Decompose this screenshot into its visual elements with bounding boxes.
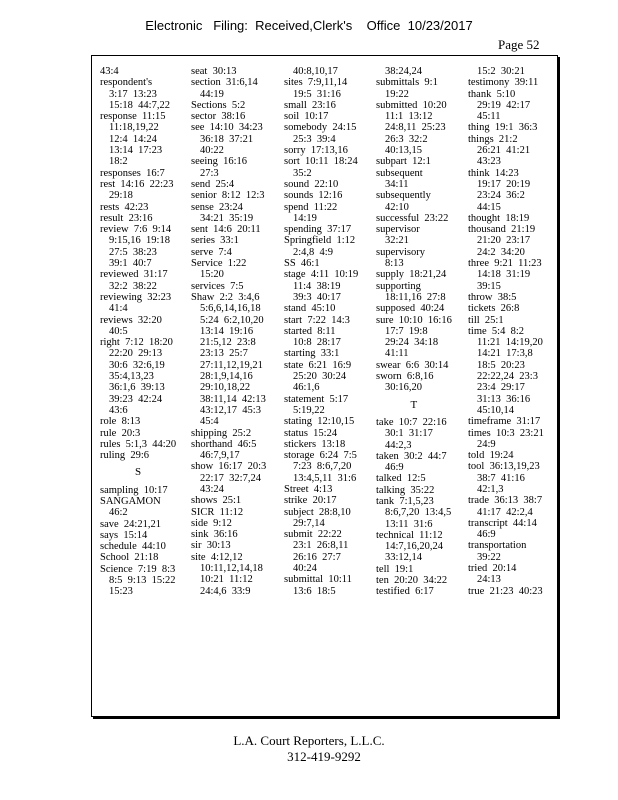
index-entry-continuation: 13:4,5,11 31:6	[293, 472, 357, 484]
index-entry-continuation: 41:17 42:2,4	[477, 506, 533, 518]
index-entry: times 10:3 23:21	[468, 427, 544, 439]
index-entry: sink 36:16	[191, 529, 238, 541]
index-entry: statement 5:17	[284, 393, 349, 405]
index-entry: says 15:14	[100, 529, 148, 541]
index-entry: tried 20:14	[468, 563, 517, 575]
index-entry: thought 18:19	[468, 212, 530, 224]
index-entry: seeing 16:16	[191, 156, 247, 168]
index-entry-continuation: 44:19	[200, 88, 224, 100]
index-entry: SS 46:1	[284, 258, 320, 270]
index-entry-continuation: 44:15	[477, 201, 501, 213]
index-entry: services 7:5	[191, 280, 244, 292]
index-entry: tool 36:13,19,23	[468, 461, 540, 473]
index-entry-continuation: 15:23	[109, 586, 133, 598]
index-entry: throw 38:5	[468, 291, 517, 303]
index-entry: sense 23:24	[191, 201, 243, 213]
index-entry: stating 12:10,15	[284, 416, 355, 428]
index-entry: sound 22:10	[284, 178, 339, 190]
index-entry: schedule 44:10	[100, 541, 166, 553]
index-entry: Springfield 1:12	[284, 235, 356, 247]
index-section-letter: S	[135, 466, 142, 479]
index-entry-continuation: 38:7 41:16	[477, 472, 525, 484]
index-entry: storage 6:24 7:5	[284, 450, 357, 462]
index-entry: School 21:18	[100, 552, 159, 564]
index-entry-continuation: 13:14 17:23	[109, 145, 163, 157]
index-entry: sounds 12:16	[284, 190, 343, 202]
index-entry-continuation: 27:5 38:23	[109, 246, 157, 258]
index-entry: sworn 6:8,16	[376, 371, 434, 383]
index-entry-continuation: 15:20	[200, 269, 224, 281]
index-entry-continuation: 2:4,8 4:9	[293, 246, 333, 258]
index-entry-continuation: 13:11 31:6	[385, 518, 433, 530]
index-entry-continuation: 46:1,6	[293, 382, 320, 394]
index-entry: somebody 24:15	[284, 122, 357, 134]
index-column-4	[376, 66, 452, 598]
index-entry-continuation: 22:17 32:7,24	[200, 472, 261, 484]
index-entry: submittals 9:1	[376, 77, 438, 89]
index-entry-continuation: 35:4,13,23	[109, 371, 154, 383]
index-frame	[91, 55, 558, 717]
index-entry-continuation: 36:18 37:21	[200, 133, 254, 145]
index-entry-continuation: 44:2,3	[385, 439, 412, 451]
reporter-name: L.A. Court Reporters, L.L.C.	[233, 733, 385, 748]
index-entry-continuation: 40:13,15	[385, 145, 423, 157]
index-entry-continuation: 10:11,12,14,18	[200, 563, 263, 575]
index-entry-continuation: 46:9	[385, 462, 404, 474]
index-entry: ruling 29:6	[100, 450, 149, 462]
index-entry: supporting	[376, 280, 421, 292]
index-entry-continuation: 31:13 36:16	[477, 393, 531, 405]
index-entry: transcript 44:14	[468, 517, 537, 529]
index-entry-continuation: 29:18	[109, 190, 133, 202]
index-entry: SANGAMON	[100, 495, 161, 507]
index-entry-continuation: 11:18,19,22	[109, 122, 159, 134]
index-entry: supervisor	[376, 224, 420, 236]
index-entry: site 4:12,12	[191, 551, 243, 563]
index-entry: Street 4:13	[284, 483, 333, 495]
index-entry-continuation: 24:13	[477, 574, 501, 586]
index-entry-continuation: 38:11,14 42:13	[200, 393, 266, 405]
index-entry-continuation: 34:11	[385, 178, 409, 190]
index-entry-continuation: 23:13 25:7	[200, 348, 248, 360]
index-entry: sites 7:9,11,14	[284, 77, 348, 89]
index-entry: rules 5:1,3 44:20	[100, 438, 177, 450]
index-entry-continuation: 29:19 42:17	[477, 99, 531, 111]
index-entry-continuation: 26:16 27:7	[293, 551, 341, 563]
index-entry: seat 30:13	[191, 66, 237, 77]
index-entry-continuation: 11:4 38:19	[293, 280, 341, 292]
index-column-1	[100, 66, 176, 598]
index-entry-continuation: 8:13	[385, 258, 404, 270]
index-entry-continuation: 26:21 41:21	[477, 145, 531, 157]
index-entry: show 16:17 20:3	[191, 461, 267, 473]
index-entry-continuation: 5:19,22	[293, 404, 325, 416]
index-entry-continuation: 27:11,12,19,21	[200, 359, 263, 371]
index-entry-continuation: 22:22,24 23:3	[477, 371, 538, 383]
index-entry-continuation: 41:11	[385, 348, 409, 360]
index-entry-continuation: 19:22	[385, 88, 409, 100]
index-entry: tell 19:1	[376, 563, 414, 575]
index-entry: testimony 39:11	[468, 77, 539, 89]
index-entry: thank 5:10	[468, 88, 516, 100]
index-entry-continuation: 29:10,18,22	[200, 382, 251, 394]
index-entry-continuation: 24:9	[477, 438, 496, 450]
index-entry-continuation: 15:18 44:7,22	[109, 99, 170, 111]
index-entry: talking 35:22	[376, 484, 435, 496]
index-entry: shipping 25:2	[191, 427, 252, 439]
index-entry: submit 22:22	[284, 529, 342, 541]
index-entry-continuation: 22:20 29:13	[109, 348, 163, 360]
index-entry-continuation: 14:7,16,20,24	[385, 541, 444, 553]
index-entry: Science 7:19 8:3	[100, 563, 176, 575]
index-entry: tank 7:1,5,23	[376, 495, 434, 507]
index-entry: start 7:22 14:3	[284, 314, 350, 326]
index-entry: transportation	[468, 540, 527, 552]
index-entry-continuation: 36:1,6 39:13	[109, 382, 165, 394]
index-entry-continuation: 18:11,16 27:8	[385, 291, 446, 303]
index-entry-continuation: 39:15	[477, 280, 501, 292]
index-entry-continuation: 39:1 40:7	[109, 258, 152, 270]
index-entry-continuation: 30:16,20	[385, 382, 423, 394]
index-entry: swear 6:6 30:14	[376, 359, 449, 371]
index-entry: sent 14:6 20:11	[191, 224, 261, 236]
index-entry: sort 10:11 18:24	[284, 156, 358, 168]
index-entry: senior 8:12 12:3	[191, 190, 265, 202]
index-entry: status 15:24	[284, 427, 338, 439]
index-entry: see 14:10 34:23	[191, 122, 263, 134]
index-entry-continuation: 18:2	[109, 156, 128, 168]
reporter-footer	[0, 733, 618, 764]
index-entry-continuation: 33:12,14	[385, 552, 423, 564]
index-entry-continuation: 45:11	[477, 111, 501, 123]
index-entry: supervisory	[376, 246, 425, 258]
index-entry: reviewing 32:23	[100, 291, 172, 303]
index-entry: right 7:12 18:20	[100, 337, 173, 349]
index-entry-continuation: 5:6,6,14,16,18	[200, 303, 261, 315]
index-entry-continuation: 46:7,9,17	[200, 450, 240, 462]
index-entry: side 9:12	[191, 517, 232, 529]
index-entry-continuation: 32:2 38:22	[109, 280, 157, 292]
index-entry: think 14:23	[468, 167, 519, 179]
index-entry-continuation: 40:22	[200, 145, 224, 157]
index-entry: role 8:13	[100, 416, 141, 428]
index-entry: soil 10:17	[284, 111, 329, 123]
index-entry: take 10:7 22:16	[376, 416, 447, 428]
index-entry: respondent's	[100, 77, 153, 89]
index-entry-continuation: 21:5,12 23:8	[200, 337, 256, 349]
index-entry-continuation: 32:21	[385, 235, 409, 247]
index-entry: spending 37:17	[284, 224, 352, 236]
index-entry-continuation: 25:3 39:4	[293, 133, 336, 145]
index-entry-continuation: 8:6,7,20 13:4,5	[385, 507, 452, 519]
index-entry-continuation: 43:12,17 45:3	[200, 404, 261, 416]
index-entry: reviews 32:20	[100, 314, 162, 326]
index-entry-continuation: 46:2	[109, 507, 128, 519]
index-entry: result 23:16	[100, 212, 153, 224]
index-entry: thing 19:1 36:3	[468, 122, 538, 134]
index-entry: stickers 13:18	[284, 438, 346, 450]
index-entry: till 25:1	[468, 314, 504, 326]
index-entry: sure 10:10 16:16	[376, 314, 452, 326]
index-entry: Shaw 2:2 3:4,6	[191, 291, 260, 303]
index-entry-continuation: 14:21 17:3,8	[477, 348, 533, 360]
index-entry: subsequently	[376, 190, 431, 202]
index-entry: things 21:2	[468, 133, 518, 145]
index-entry-continuation: 24:2 34:20	[477, 246, 525, 258]
index-entry-continuation: 34:21 35:19	[200, 212, 254, 224]
index-entry-continuation: 19:17 20:19	[477, 178, 531, 190]
index-entry: true 21:23 40:23	[468, 585, 543, 597]
index-column-5	[468, 66, 544, 597]
index-entry-continuation: 25:20 30:24	[293, 371, 347, 383]
index-entry-continuation: 45:4	[200, 416, 219, 428]
index-entry-continuation: 13:6 18:5	[293, 585, 336, 597]
index-entry: time 5:4 8:2	[468, 325, 524, 337]
index-entry: shorthand 46:5	[191, 438, 257, 450]
index-entry-continuation: 5:24 6:2,10,20	[200, 314, 264, 326]
index-entry: SICR 11:12	[191, 506, 244, 518]
index-entry-continuation: 40:5	[109, 325, 128, 337]
index-entry-continuation: 10:21 11:12	[200, 574, 253, 586]
index-entry-continuation: 42:10	[385, 201, 409, 213]
index-entry: responses 16:7	[100, 167, 165, 179]
index-entry: tickets 26:8	[468, 303, 520, 315]
index-entry-continuation: 38:24,24	[385, 66, 423, 77]
index-entry: sector 38:16	[191, 111, 246, 123]
index-entry-continuation: 14:19	[293, 212, 317, 224]
index-entry-continuation: 39:3 40:17	[293, 291, 341, 303]
index-entry-continuation: 29:7,14	[293, 517, 325, 529]
index-entry-continuation: 14:18 31:19	[477, 269, 531, 281]
index-entry-continuation: 28:1,9,14,16	[200, 371, 253, 383]
index-entry-continuation: 43:6	[109, 404, 128, 416]
index-entry: series 33:1	[191, 235, 239, 247]
index-entry-continuation: 24:4,6 33:9	[200, 585, 251, 597]
index-entry-continuation: 24:8,11 25:23	[385, 122, 446, 134]
index-entry-continuation: 21:20 23:17	[477, 235, 531, 247]
index-entry: section 31:6,14	[191, 77, 258, 89]
index-entry: stand 45:10	[284, 303, 336, 315]
index-entry-continuation: 30:6 32:6,19	[109, 359, 165, 371]
index-entry: serve 7:4	[191, 246, 232, 258]
index-entry-continuation: 12:4 14:24	[109, 133, 157, 145]
index-entry-continuation: 40:24	[293, 563, 317, 575]
index-entry-continuation: 45:10,14	[477, 404, 515, 416]
index-entry: trade 36:13 38:7	[468, 495, 543, 507]
index-entry-continuation: 27:3	[200, 167, 219, 179]
index-entry: supposed 40:24	[376, 303, 445, 315]
index-entry: rests 42:23	[100, 201, 149, 213]
index-entry: talked 12:5	[376, 473, 426, 485]
index-entry-continuation: 26:3 32:2	[385, 133, 428, 145]
index-entry: 43:4	[100, 66, 119, 77]
index-entry: stage 4:11 10:19	[284, 269, 359, 281]
index-entry: rest 14:16 22:23	[100, 178, 174, 190]
index-entry-continuation: 23:1 26:8,11	[293, 540, 349, 552]
index-entry: taken 30:2 44:7	[376, 450, 447, 462]
index-entry-continuation: 19:5 31:16	[293, 88, 341, 100]
index-entry: testified 6:17	[376, 586, 434, 598]
index-entry: submitted 10:20	[376, 99, 447, 111]
index-entry: Sections 5:2	[191, 99, 246, 111]
index-entry-continuation: 40:8,10,17	[293, 66, 338, 77]
index-entry-continuation: 17:7 19:8	[385, 325, 428, 337]
index-entry-continuation: 11:1 13:12	[385, 111, 433, 123]
index-entry: three 9:21 11:23	[468, 258, 542, 270]
index-entry: submittal 10:11	[284, 574, 352, 586]
index-entry: starting 33:1	[284, 348, 340, 360]
index-entry-continuation: 39:23 42:24	[109, 393, 163, 405]
page-number: Page 52	[498, 37, 540, 52]
index-entry: response 11:15	[100, 111, 166, 123]
index-entry-continuation: 18:5 20:23	[477, 359, 525, 371]
index-entry-continuation: 43:23	[477, 156, 501, 168]
index-entry: thousand 21:19	[468, 224, 536, 236]
index-entry: Service 1:22	[191, 258, 247, 270]
index-entry: subsequent	[376, 167, 423, 179]
index-entry: reviewed 31:17	[100, 269, 168, 281]
index-entry: subpart 12:1	[376, 156, 431, 168]
index-entry-continuation: 7:23 8:6,7,20	[293, 461, 352, 473]
index-entry: technical 11:12	[376, 529, 443, 541]
index-entry: timeframe 31:17	[468, 416, 541, 428]
index-entry: shows 25:1	[191, 495, 242, 507]
index-entry: review 7:6 9:14	[100, 224, 172, 236]
index-entry: strike 20:17	[284, 495, 337, 507]
index-entry: send 25:4	[191, 178, 235, 190]
filing-header: Electronic Filing: Received,Clerk's Office 10/23/2017	[145, 18, 473, 33]
index-entry: small 23:16	[284, 99, 336, 111]
index-entry: state 6:21 16:9	[284, 359, 352, 371]
index-entry: rule 20:3	[100, 427, 141, 439]
index-entry: save 24:21,21	[100, 518, 161, 530]
index-entry: sorry 17:13,16	[284, 145, 348, 157]
index-entry-continuation: 43:24	[200, 483, 224, 495]
index-entry-continuation: 15:2 30:21	[477, 66, 525, 77]
index-entry: ten 20:20 34:22	[376, 575, 448, 587]
index-entry-continuation: 35:2	[293, 167, 312, 179]
index-entry: successful 23:22	[376, 212, 449, 224]
index-entry: sampling 10:17	[100, 484, 168, 496]
index-entry-continuation: 23:24 36:2	[477, 190, 525, 202]
index-entry-continuation: 29:24 34:18	[385, 337, 439, 349]
index-entry-continuation: 23:4 29:17	[477, 382, 525, 394]
index-section-letter: T	[410, 398, 418, 411]
index-entry-continuation: 30:1 31:17	[385, 428, 433, 440]
index-column-2	[191, 66, 266, 597]
index-entry-continuation: 39:22	[477, 551, 501, 563]
index-entry: sir 30:13	[191, 540, 231, 552]
index-entry-continuation: 3:17 13:23	[109, 88, 157, 100]
index-entry-continuation: 13:14 19:16	[200, 325, 254, 337]
index-entry-continuation: 8:5 9:13 15:22	[109, 575, 176, 587]
index-entry: started 8:11	[284, 325, 336, 337]
reporter-phone: 312-419-9292	[287, 749, 361, 764]
index-column-3	[284, 66, 358, 597]
index-entry-continuation: 46:9	[477, 529, 496, 541]
index-entry: subject 28:8,10	[284, 506, 351, 518]
index-entry-continuation: 41:4	[109, 303, 128, 315]
index-entry-continuation: 9:15,16 19:18	[109, 235, 170, 247]
index-entry: spend 11:22	[284, 201, 338, 213]
index-entry: told 19:24	[468, 450, 514, 462]
index-entry: supply 18:21,24	[376, 269, 447, 281]
index-entry-continuation: 10:8 28:17	[293, 337, 341, 349]
index-entry-continuation: 42:1,3	[477, 483, 504, 495]
index-entry-continuation: 11:21 14:19,20	[477, 337, 543, 349]
